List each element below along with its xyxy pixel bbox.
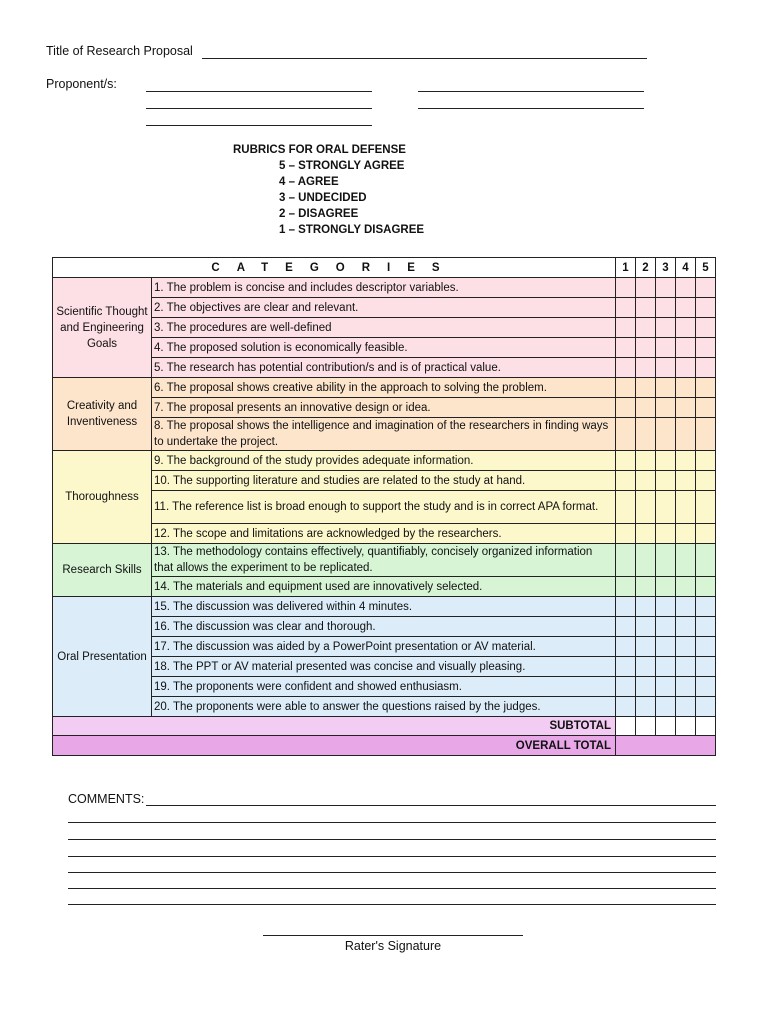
table-row — [53, 471, 716, 491]
score-cell[interactable] — [676, 617, 696, 637]
score-cell[interactable] — [616, 524, 636, 544]
score-cell[interactable] — [636, 418, 656, 451]
score-cell[interactable] — [616, 471, 636, 491]
score-cell[interactable] — [616, 398, 636, 418]
signature-line[interactable] — [263, 935, 523, 936]
score-cell[interactable] — [616, 298, 636, 318]
table-row — [53, 278, 716, 298]
score-cell[interactable] — [696, 544, 716, 577]
score-cell[interactable] — [676, 298, 696, 318]
criterion-text: 9. The background of the study provides adequate information. — [152, 451, 616, 471]
score-cell[interactable] — [636, 524, 656, 544]
score-cell[interactable] — [636, 471, 656, 491]
criterion-text: 4. The proposed solution is economically feasible. — [152, 338, 616, 358]
score-cell[interactable] — [676, 378, 696, 398]
subtotal-cell[interactable] — [636, 717, 656, 736]
score-cell[interactable] — [616, 318, 636, 338]
score-cell[interactable] — [636, 398, 656, 418]
score-cell[interactable] — [676, 597, 696, 617]
category-cell: Creativity and Inventiveness — [53, 378, 152, 451]
score-cell[interactable] — [616, 697, 636, 717]
category-cell: Research Skills — [53, 544, 152, 597]
table-row — [53, 597, 716, 617]
score-cell[interactable] — [636, 338, 656, 358]
score-cell[interactable] — [696, 677, 716, 697]
score-cell[interactable] — [636, 637, 656, 657]
criterion-text: 6. The proposal shows creative ability in the approach to solving the problem. — [152, 378, 616, 398]
categories-header: CATEGORIES — [53, 258, 616, 278]
score-cell[interactable] — [636, 657, 656, 677]
subtotal-cell[interactable] — [676, 717, 696, 736]
scale-5: 5 – STRONGLY AGREE — [279, 160, 405, 172]
score-cell[interactable] — [616, 657, 636, 677]
score-cell[interactable] — [636, 318, 656, 338]
criterion-text: 16. The discussion was clear and thorough. — [152, 617, 616, 637]
score-cell[interactable] — [616, 378, 636, 398]
score-cell[interactable] — [616, 637, 636, 657]
score-cell[interactable] — [696, 617, 716, 637]
criterion-text: 19. The proponents were confident and showed enthusiasm. — [152, 677, 616, 697]
table-row — [53, 637, 716, 657]
score-cell[interactable] — [656, 524, 676, 544]
score-cell[interactable] — [656, 298, 676, 318]
score-cell[interactable] — [616, 278, 636, 298]
criterion-text: 15. The discussion was delivered within 4 minutes. — [152, 597, 616, 617]
score-cell[interactable] — [696, 358, 716, 378]
score-cell[interactable] — [656, 451, 676, 471]
score-cell[interactable] — [696, 657, 716, 677]
score-cell[interactable] — [636, 597, 656, 617]
score-cell[interactable] — [656, 697, 676, 717]
score-cell[interactable] — [656, 637, 676, 657]
criterion-text: 7. The proposal presents an innovative design or idea. — [152, 398, 616, 418]
score-cell[interactable] — [676, 398, 696, 418]
criterion-text: 17. The discussion was aided by a PowerPoint presentation or AV material. — [152, 637, 616, 657]
signature-label: Rater's Signature — [344, 939, 442, 953]
proponent-field-4[interactable] — [418, 108, 644, 109]
proponent-field-5[interactable] — [146, 125, 372, 126]
score-cell[interactable] — [656, 577, 676, 597]
rubric-title: RUBRICS FOR ORAL DEFENSE — [233, 144, 406, 156]
title-field[interactable] — [202, 58, 647, 59]
score-cell[interactable] — [616, 338, 636, 358]
scale-4: 4 – AGREE — [279, 176, 339, 188]
score-cell[interactable] — [696, 451, 716, 471]
table-header-row — [53, 258, 716, 278]
score-cell[interactable] — [696, 524, 716, 544]
score-cell[interactable] — [616, 597, 636, 617]
table-row — [53, 544, 716, 577]
comments-line-6[interactable] — [68, 888, 716, 889]
criterion-text: 11. The reference list is broad enough to support the study and is in correct APA format. — [152, 491, 616, 524]
criterion-text: 13. The methodology contains effectively, quantifiably, concisely organized information that allows the experiment to be replicated. — [152, 544, 616, 577]
table-row — [53, 338, 716, 358]
score-cell[interactable] — [656, 358, 676, 378]
score-cell[interactable] — [676, 677, 696, 697]
table-row — [53, 617, 716, 637]
table-row — [53, 697, 716, 717]
score-cell[interactable] — [696, 298, 716, 318]
score-cell[interactable] — [696, 491, 716, 524]
comments-label: COMMENTS: — [68, 792, 145, 806]
score-cell[interactable] — [616, 418, 636, 451]
score-header-2: 2 — [636, 258, 656, 278]
score-cell[interactable] — [636, 491, 656, 524]
score-cell[interactable] — [636, 358, 656, 378]
score-cell[interactable] — [676, 358, 696, 378]
score-cell[interactable] — [696, 278, 716, 298]
score-cell[interactable] — [656, 491, 676, 524]
score-cell[interactable] — [656, 318, 676, 338]
score-cell[interactable] — [676, 657, 696, 677]
score-cell[interactable] — [636, 577, 656, 597]
score-cell[interactable] — [616, 617, 636, 637]
scale-1: 1 – STRONGLY DISAGREE — [279, 224, 425, 236]
title-label: Title of Research Proposal — [46, 44, 193, 58]
score-cell[interactable] — [676, 544, 696, 577]
score-cell[interactable] — [696, 597, 716, 617]
rubric-table — [52, 257, 716, 756]
score-cell[interactable] — [656, 677, 676, 697]
overall-total-cell[interactable] — [616, 736, 716, 756]
score-cell[interactable] — [636, 677, 656, 697]
score-cell[interactable] — [676, 637, 696, 657]
score-cell[interactable] — [696, 637, 716, 657]
score-cell[interactable] — [656, 597, 676, 617]
score-cell[interactable] — [636, 298, 656, 318]
criterion-text: 5. The research has potential contribution/s and is of practical value. — [152, 358, 616, 378]
score-cell[interactable] — [676, 524, 696, 544]
score-cell[interactable] — [696, 318, 716, 338]
scale-2: 2 – DISAGREE — [279, 208, 359, 220]
overall-total-label: OVERALL TOTAL — [53, 736, 616, 756]
subtotal-row — [53, 717, 716, 736]
table-row — [53, 378, 716, 398]
score-cell[interactable] — [676, 451, 696, 471]
comments-line-5[interactable] — [68, 872, 716, 873]
table-row — [53, 358, 716, 378]
score-cell[interactable] — [696, 398, 716, 418]
subtotal-cell[interactable] — [696, 717, 716, 736]
score-cell[interactable] — [616, 677, 636, 697]
subtotal-cell[interactable] — [656, 717, 676, 736]
score-cell[interactable] — [656, 544, 676, 577]
criterion-text: 18. The PPT or AV material presented was concise and visually pleasing. — [152, 657, 616, 677]
score-cell[interactable] — [696, 471, 716, 491]
subtotal-label: SUBTOTAL — [53, 717, 616, 736]
score-cell[interactable] — [676, 577, 696, 597]
score-cell[interactable] — [656, 278, 676, 298]
category-cell: Thoroughness — [53, 451, 152, 544]
criterion-text: 14. The materials and equipment used are innovatively selected. — [152, 577, 616, 597]
comments-line-2[interactable] — [68, 822, 716, 823]
score-cell[interactable] — [676, 697, 696, 717]
score-cell[interactable] — [696, 418, 716, 451]
comments-line-3[interactable] — [68, 839, 716, 840]
score-cell[interactable] — [676, 318, 696, 338]
score-cell[interactable] — [696, 338, 716, 358]
score-cell[interactable] — [696, 577, 716, 597]
score-cell[interactable] — [676, 471, 696, 491]
score-cell[interactable] — [616, 544, 636, 577]
score-header-1: 1 — [616, 258, 636, 278]
score-cell[interactable] — [616, 358, 636, 378]
proponent-field-3[interactable] — [146, 108, 372, 109]
score-cell[interactable] — [616, 491, 636, 524]
score-cell[interactable] — [616, 451, 636, 471]
score-cell[interactable] — [636, 278, 656, 298]
criterion-text: 10. The supporting literature and studies are related to the study at hand. — [152, 471, 616, 491]
score-cell[interactable] — [676, 418, 696, 451]
table-row — [53, 677, 716, 697]
subtotal-cell[interactable] — [616, 717, 636, 736]
score-cell[interactable] — [696, 697, 716, 717]
score-cell[interactable] — [656, 471, 676, 491]
score-cell[interactable] — [656, 398, 676, 418]
criterion-text: 12. The scope and limitations are acknowledged by the researchers. — [152, 524, 616, 544]
criterion-text: 8. The proposal shows the intelligence and imagination of the researchers in finding ways to undertake the project. — [152, 418, 616, 451]
proponent-field-2[interactable] — [418, 91, 644, 92]
score-cell[interactable] — [676, 278, 696, 298]
criterion-text: 20. The proponents were able to answer the questions raised by the judges. — [152, 697, 616, 717]
proponent-field-1[interactable] — [146, 91, 372, 92]
comments-line-7[interactable] — [68, 904, 716, 905]
table-row — [53, 657, 716, 677]
score-cell[interactable] — [696, 378, 716, 398]
score-cell[interactable] — [636, 378, 656, 398]
score-cell[interactable] — [656, 657, 676, 677]
score-cell[interactable] — [676, 491, 696, 524]
scale-3: 3 – UNDECIDED — [279, 192, 367, 204]
table-row — [53, 318, 716, 338]
table-row — [53, 524, 716, 544]
score-cell[interactable] — [656, 617, 676, 637]
score-cell[interactable] — [656, 418, 676, 451]
table-row — [53, 451, 716, 471]
criterion-text: 1. The problem is concise and includes descriptor variables. — [152, 278, 616, 298]
table-row — [53, 577, 716, 597]
score-cell[interactable] — [656, 338, 676, 358]
table-row — [53, 418, 716, 451]
comments-line-1[interactable] — [146, 805, 716, 806]
category-cell: Oral Presentation — [53, 597, 152, 717]
table-row — [53, 491, 716, 524]
score-header-4: 4 — [676, 258, 696, 278]
score-cell[interactable] — [636, 451, 656, 471]
score-cell[interactable] — [636, 697, 656, 717]
score-cell[interactable] — [636, 617, 656, 637]
score-cell[interactable] — [636, 544, 656, 577]
overall-total-row — [53, 736, 716, 756]
score-cell[interactable] — [616, 577, 636, 597]
score-cell[interactable] — [676, 338, 696, 358]
table-row — [53, 398, 716, 418]
comments-line-4[interactable] — [68, 856, 716, 857]
rubric-scale — [279, 158, 424, 238]
table-row — [53, 298, 716, 318]
proponents-label: Proponent/s: — [46, 77, 117, 91]
score-header-3: 3 — [656, 258, 676, 278]
score-header-5: 5 — [696, 258, 716, 278]
score-cell[interactable] — [656, 378, 676, 398]
criterion-text: 2. The objectives are clear and relevant. — [152, 298, 616, 318]
category-cell: Scientific Thought and Engineering Goals — [53, 278, 152, 378]
criterion-text: 3. The procedures are well-defined — [152, 318, 616, 338]
